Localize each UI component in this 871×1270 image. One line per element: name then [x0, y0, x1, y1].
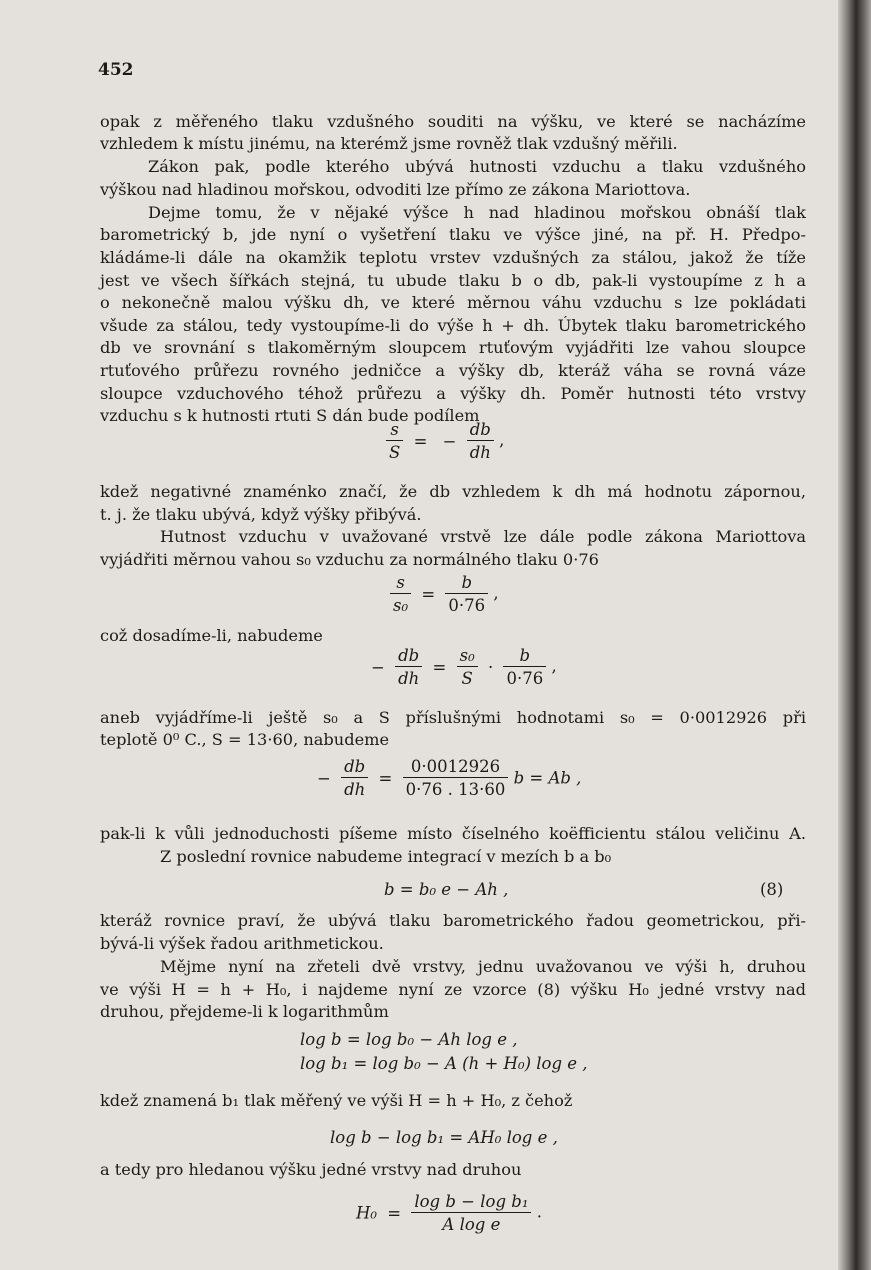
equation-number: (8): [760, 880, 784, 899]
paragraph-line: Hutnost vzduchu v uvažované vrstvě lze dále podle zákona Mariottova: [160, 527, 806, 546]
paragraph-line: db ve srovnání s tlakoměrným sloupcem rtuťovým vyjádřiti lze vahou sloupce: [100, 338, 806, 357]
paragraph-line: Z poslední rovnice nabudeme integrací v mezích b a b₀: [160, 847, 612, 866]
paragraph-line: ve výši H = h + H₀, i najdeme nyní ze vzorce (8) výšku H₀ jedné vrstvy nad: [100, 980, 806, 999]
paragraph-line: bývá-li výšek řadou arithmetickou.: [100, 934, 384, 953]
paragraph-line: což dosadíme-li, nabudeme: [100, 626, 323, 645]
paragraph-line: t. j. že tlaku ubývá, když výšky přibývá.: [100, 505, 422, 524]
paragraph-line: kteráž rovnice praví, že ubývá tlaku barometrického řadou geometrickou, při-: [100, 911, 806, 930]
paragraph-line: kdež znamená b₁ tlak měřený ve výši H = h + H₀, z čehož: [100, 1091, 573, 1110]
paragraph-line: barometrický b, jde nyní o vyšetření tlaku ve výšce jiné, na př. H. Předpo-: [100, 225, 806, 244]
paragraph-line: kdež negativné znaménko značí, že db vzhledem k dh má hodnotu zápornou,: [100, 482, 806, 501]
book-binding-shadow: [838, 0, 871, 1270]
paragraph-line: a tedy pro hledanou výšku jedné vrstvy nad druhou: [100, 1160, 522, 1179]
paragraph-line: kládáme-li dále na okamžik teplotu vrstev vzdušných za stálou, jakož že tíže: [100, 248, 806, 267]
equation-mariotte: $\frac{s}{\text{s₀}}$ = $\frac{b}{0\cdot 76}$ ,: [390, 573, 499, 615]
equation-integrated: b = b₀ e − Ah ,: [384, 880, 509, 899]
equation-substituted: − $\frac{db}{dh}$ = $\frac{\text{s₀}}{S}$ · $\frac{b}{0\cdot 76}$ ,: [371, 646, 557, 688]
paragraph-line: o nekonečně malou výšku dh, ve které měrnou váhu vzduchu s lze pokládati: [100, 293, 806, 312]
paragraph-line: Dejme tomu, že v nějaké výšce h nad hladinou mořskou obnáší tlak: [148, 203, 806, 222]
equation-log-difference: log b − log b₁ = AH₀ log e ,: [330, 1128, 558, 1147]
paragraph-line: všude za stálou, tedy vystoupíme-li do výše h + dh. Úbytek tlaku barometrického: [100, 316, 806, 335]
paragraph-line: výškou nad hladinou mořskou, odvoditi lze přímo ze zákona Mariottova.: [100, 180, 691, 199]
paragraph-line: Mějme nyní na zřeteli dvě vrstvy, jednu uvažovanou ve výši h, druhou: [160, 957, 806, 976]
equation-height: H₀ = $\frac{\text{log b − log b₁}}{\text{A log e}}$ .: [356, 1192, 542, 1234]
paragraph-line: teplotě 0⁰ C., S = 13·60, nabudeme: [100, 730, 390, 749]
paragraph-line: vzduchu s k hutnosti rtuti S dán bude podílem: [100, 406, 480, 425]
paragraph-line: opak z měřeného tlaku vzdušného souditi na výšku, ve které se nacházíme: [100, 112, 806, 131]
paragraph-line: druhou, přejdeme-li k logarithmům: [100, 1002, 389, 1021]
paragraph-line: vyjádřiti měrnou vahou s₀ vzduchu za normálného tlaku 0·76: [100, 550, 599, 569]
paragraph-line: pak-li k vůli jednoduchosti píšeme místo číselného koëfficientu stálou veličinu A.: [100, 824, 806, 843]
paragraph-line: vzhledem k místu jinému, na kterémž jsme rovněž tlak vzdušný měřili.: [100, 134, 678, 153]
equation-log-2: log b₁ = log b₀ − A (h + H₀) log e ,: [300, 1054, 588, 1073]
equation-density-ratio: $\frac{s}{S}$ = − $\frac{db}{dh}$ ,: [386, 420, 504, 462]
paragraph-line: Zákon pak, podle kterého ubývá hutnosti vzduchu a tlaku vzdušného: [148, 157, 806, 176]
equation-numeric: − $\frac{db}{dh}$ = $\frac{0\cdot 0012926}{0\cdot 76 . 13\cdot 60}$ b = Ab ,: [317, 757, 582, 799]
equation-log-1: log b = log b₀ − Ah log e ,: [300, 1030, 518, 1049]
paragraph-line: aneb vyjádříme-li ještě s₀ a S příslušnými hodnotami s₀ = 0·0012926 při: [100, 708, 806, 727]
paragraph-line: sloupce vzduchového téhož průřezu a výšky dh. Poměr hutnosti této vrstvy: [100, 384, 806, 403]
paragraph-line: jest ve všech šířkách stejná, tu ubude tlaku b o db, pak-li vystoupíme z h a: [100, 271, 806, 290]
paragraph-line: rtuťového průřezu rovného jedničce a výšky db, kteráž váha se rovná váze: [100, 361, 806, 380]
page-number: 452: [98, 60, 134, 80]
